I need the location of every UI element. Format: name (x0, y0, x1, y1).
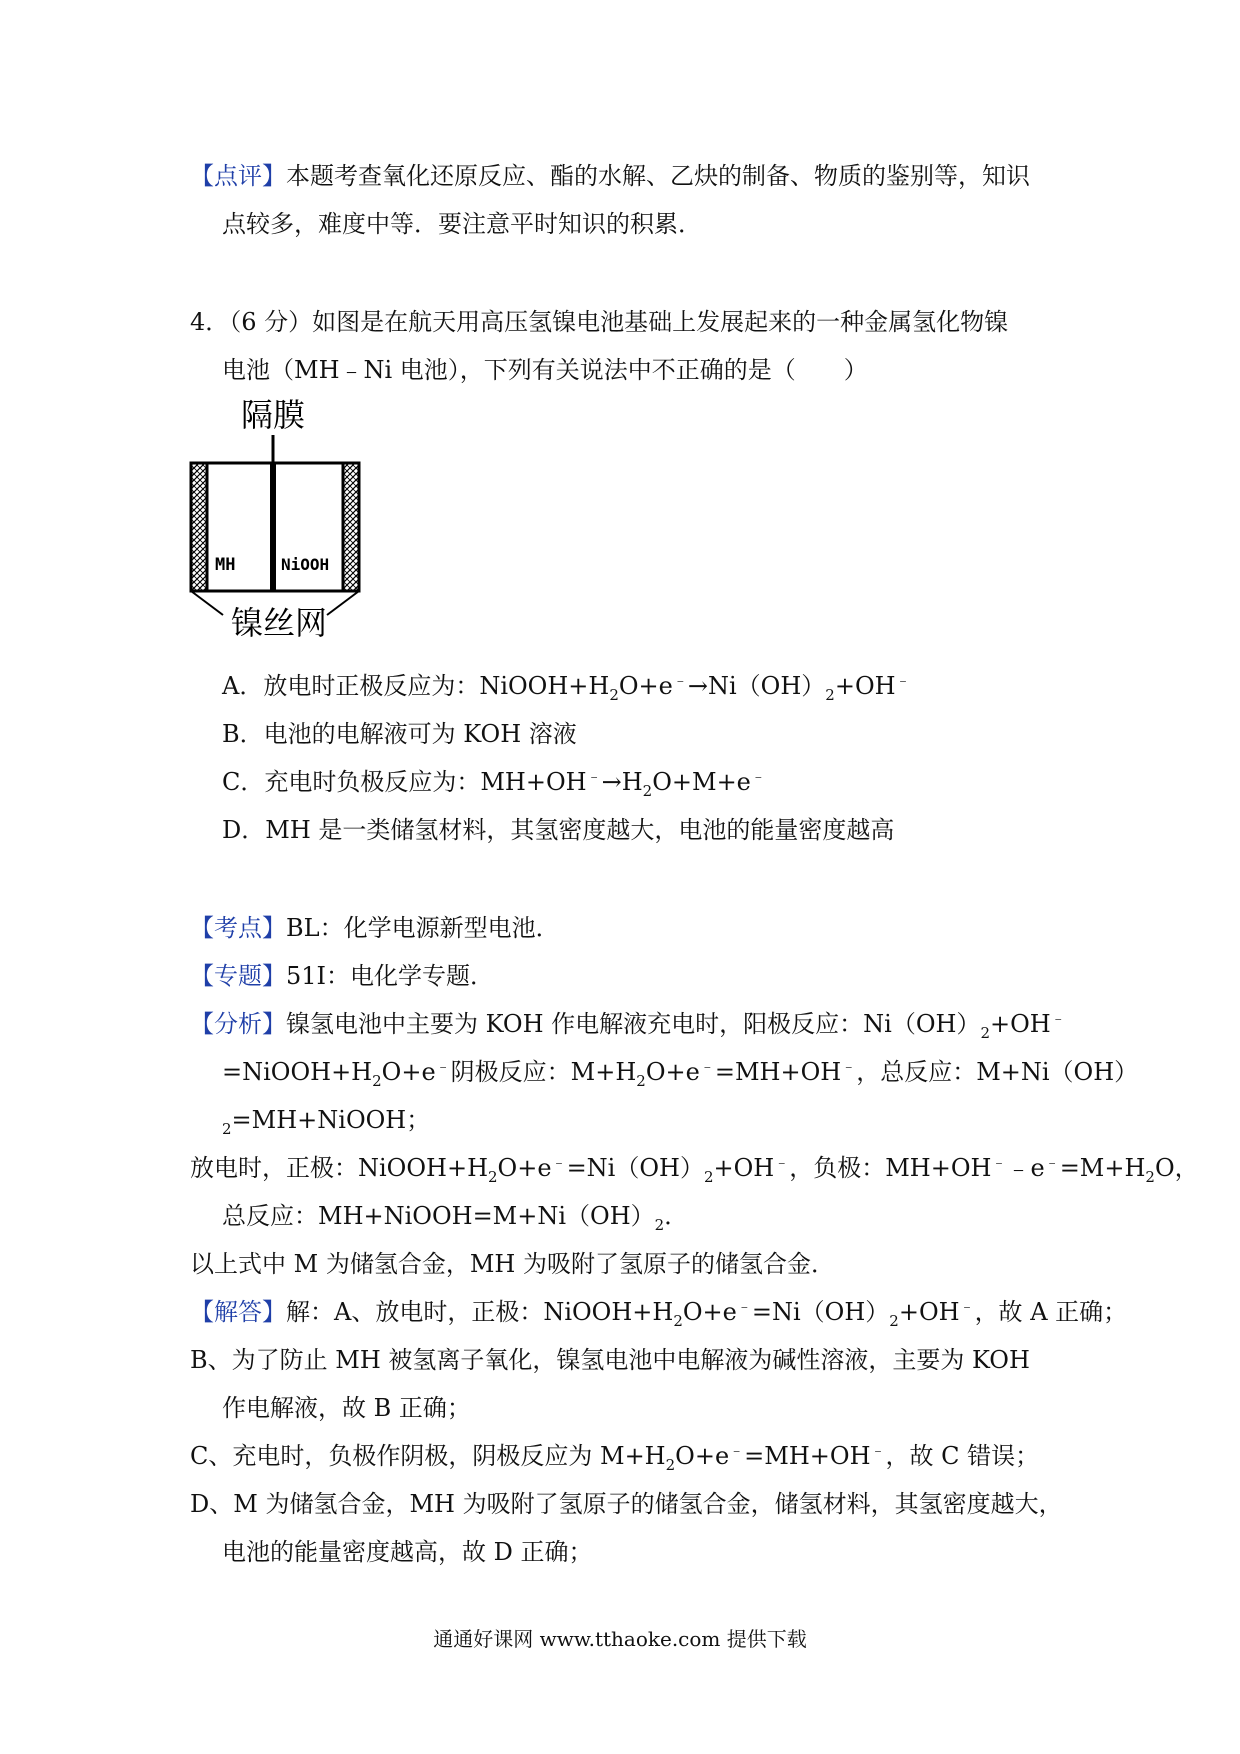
review-line-1: 【点评】本题考查氧化还原反应、酯的水解、乙炔的制备、物质的鉴别等，知识 (190, 162, 1030, 190)
question-line-2: 电池（MH﹣Ni 电池），下列有关说法中不正确的是（ ） (222, 356, 868, 384)
battery-diagram (185, 396, 380, 655)
jieda-line-3: 作电解液，故 B 正确； (222, 1394, 471, 1422)
page-footer: 通通好课网 www.tthaoke.com 提供下载 (433, 1627, 807, 1651)
option-b: B．电池的电解液可为 KOH 溶液 (222, 720, 577, 748)
fenxi-line-1: 【分析】镍氢电池中主要为 KOH 作电解液充电时，阳极反应：$Ni(OH)_2+OH^﹣$ (190, 1009, 1066, 1042)
jieda-line-2: B、为了防止 MH 被氢离子氧化，镍氢电池中电解液为碱性溶液，主要为 KOH (190, 1346, 1030, 1374)
zhuanti-tag: 【专题】 (190, 962, 286, 990)
jieda-tag: 【解答】 (190, 1298, 286, 1326)
option-a: A．放电时正极反应为：$NiOOH+H_2O+e^﹣\to Ni(OH)_2+OH^﹣$ (222, 671, 911, 704)
jieda-line-6: 电池的能量密度越高，故 D 正确； (222, 1538, 593, 1566)
fenxi-line-6: 以上式中 M 为储氢合金，MH 为吸附了氢原子的储氢合金． (190, 1250, 835, 1278)
fenxi-tag: 【分析】 (190, 1010, 286, 1038)
fenxi-line-5: 总反应：$MH+NiOOH=M+Ni(OH)_2$． (222, 1202, 689, 1234)
right-nickel-wall (343, 463, 359, 591)
jieda-line-5: D、M 为储氢合金，MH 为吸附了氢原子的储氢合金，储氢材料，其氢密度越大， (190, 1490, 1063, 1518)
label-nickel-mesh: 镍丝网 (231, 604, 328, 642)
zhuanti-line: 【专题】51I：电化学专题． (190, 962, 495, 990)
label-niooh: NiOOH (281, 555, 330, 574)
review-tag: 【点评】 (190, 162, 286, 190)
left-nickel-wall (191, 463, 207, 591)
review-line-2: 点较多，难度中等．要注意平时知识的积累． (222, 210, 702, 238)
separator-membrane (270, 463, 276, 591)
fenxi-line-3: $_2$=MH+NiOOH； (222, 1106, 431, 1138)
fenxi-line-2: $=NiOOH+H_2O+e^﹣$阴极反应：$M+H_2O+e^﹣=MH+OH^﹣$，总反应：M+Ni（OH） (222, 1057, 1139, 1090)
label-separator: 隔膜 (241, 396, 306, 434)
kaodian-tag: 【考点】 (190, 914, 286, 942)
jieda-line-4: C、充电时，负极作阴极，阴极反应为 $M+H_2O+e^﹣=MH+OH^﹣$，故 C 错误； (190, 1441, 1040, 1474)
question-line-1: 4．（6 分）如图是在航天用高压氢镍电池基础上发展起来的一种金属氢化物镍 (190, 308, 1009, 336)
jieda-line-1: 【解答】解：A、放电时，正极：$NiOOH+H_2O+e^﹣=Ni(OH)_2+OH^﹣$，故 A 正确； (190, 1297, 1128, 1330)
kaodian-line: 【考点】BL：化学电源新型电池． (190, 914, 560, 942)
label-mh: MH (215, 555, 236, 575)
fenxi-line-4: 放电时，正极：$NiOOH+H_2O+e^﹣=Ni(OH)_2+OH^﹣$，负极：$MH+OH^﹣﹣e^﹣=M+H_2O$， (190, 1153, 1199, 1186)
option-d: D．MH 是一类储氢材料，其氢密度越大，电池的能量密度越高 (222, 816, 895, 844)
option-c: C．充电时负极反应为：$MH+OH^﹣\to H_2O+M+e^﹣$ (222, 767, 766, 800)
